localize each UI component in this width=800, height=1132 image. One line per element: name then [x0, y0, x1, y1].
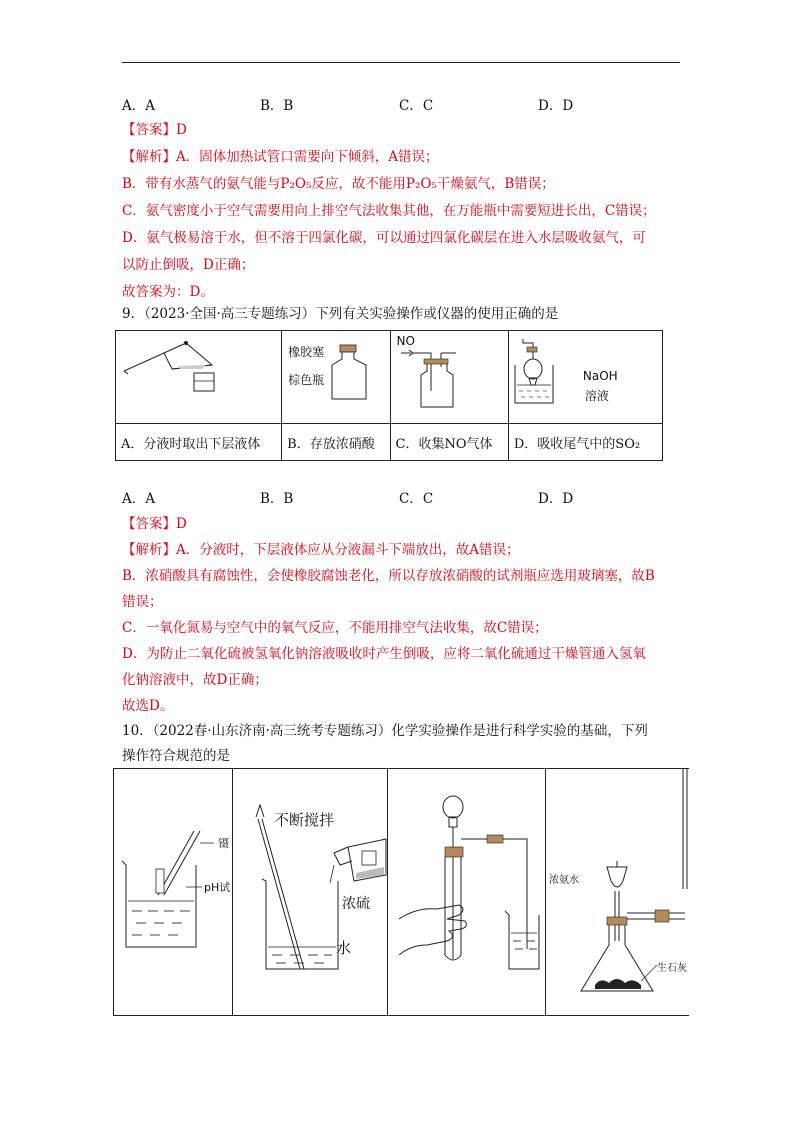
- q9-caption-c: C．收集NO气体: [390, 424, 508, 461]
- q9-figure-d: [508, 331, 662, 424]
- q9-stem: 9．（2023·全国·高三专题练习）下列有关实验操作或仪器的使用正确的是: [122, 306, 559, 322]
- ammonia-label: 浓氨水: [549, 875, 579, 886]
- rubber-stopper-label: 橡胶塞: [288, 345, 325, 359]
- q9-analysis-line: 故选D。: [122, 698, 174, 714]
- acid-dilution-illustration: [232, 769, 387, 1015]
- q9-answer: 【答案】D: [122, 516, 187, 532]
- ph-test-illustration: [114, 769, 232, 1015]
- q9-analysis-line: 【解析】A．分液时，下层液体应从分液漏斗下端放出，故A错误；: [122, 542, 520, 558]
- q10-panel-c: [387, 769, 546, 1015]
- separatory-funnel-illustration: [116, 331, 282, 423]
- solution-label: 溶液: [584, 389, 609, 403]
- naoh-label: NaOH: [582, 369, 618, 383]
- q10-stem-line-1: 10．（2022春·山东济南·高三统考专题练习）化学实验操作是进行科学实验的基础，下列: [122, 723, 648, 739]
- q9-analysis-line: D．为防止二氧化硫被氢氧化钠溶液吸收时产生倒吸，应将二氧化硫通过干燥管通入氢氧: [122, 646, 646, 662]
- q9-option-a: A．A: [122, 491, 155, 507]
- q9-caption-b: B．存放浓硝酸: [282, 424, 390, 461]
- q9-caption-d: D．吸收尾气中的SO₂: [508, 424, 662, 461]
- conc-acid-label: 浓硫: [342, 896, 370, 912]
- q10-panel-a: [114, 769, 233, 1015]
- q10-figure-strip: [113, 768, 689, 1016]
- q9-figure-a: [116, 331, 282, 424]
- q9-analysis-line: B．浓硝酸具有腐蚀性，会使橡胶腐蚀老化，所以存放浓硝酸的试剂瓶应选用玻璃塞，故B: [122, 568, 655, 584]
- gas-absorption-illustration: [509, 331, 663, 423]
- q9-analysis-line: C．一氧化氮易与空气中的氧气反应，不能用排空气法收集，故C错误；: [122, 620, 548, 636]
- q8-answer: 【答案】D: [122, 122, 187, 138]
- q8-analysis-line: B．带有水蒸气的氨气能与P₂O₅反应，故不能用P₂O₅干燥氨气，B错误；: [122, 176, 555, 192]
- q8-option-d: D．D: [538, 98, 574, 114]
- ph-paper-label: pH试: [204, 881, 231, 894]
- q9-figure-c: [390, 331, 508, 424]
- brown-bottle-illustration: [282, 331, 390, 423]
- q8-analysis-line: 【解析】A．固体加热试管口需要向下倾斜，A错误；: [122, 149, 439, 165]
- q8-analysis-line: D．氨气极易溶于水，但不溶于四氯化碳，可以通过四氯化碳层在进入水层吸收氨气，可: [122, 230, 646, 246]
- gas-tightness-check-illustration: [387, 769, 545, 1015]
- q9-figure-b: [282, 331, 390, 424]
- q10-panel-b: [232, 769, 388, 1015]
- q8-analysis-line: C．氨气密度小于空气需要用向上排空气法收集其他，在万能瓶中需要短进长出，C错误；: [122, 203, 656, 219]
- stir-label: 不断搅拌: [274, 811, 335, 829]
- q8-option-c: C．C: [399, 98, 434, 114]
- brown-bottle-label: 棕色瓶: [288, 373, 325, 387]
- q8-option-b: B．B: [260, 98, 294, 114]
- gas-collection-bottle-illustration: [391, 331, 509, 423]
- header-rule: [122, 62, 680, 63]
- q10-panel-d: [545, 769, 689, 1015]
- q9-figure-table: [115, 330, 663, 461]
- q9-analysis-line: 错误；: [122, 594, 163, 610]
- q8-analysis-line: 故答案为：D。: [122, 284, 214, 300]
- ammonia-generation-illustration: [545, 769, 689, 1015]
- q10-stem-line-2: 操作符合规范的是: [122, 748, 230, 764]
- q9-option-b: B．B: [260, 491, 294, 507]
- tweezers-label: 镊: [218, 837, 229, 850]
- water-label: 水: [336, 939, 352, 957]
- q9-caption-a: A．分液时取出下层液体: [116, 424, 282, 461]
- q9-option-d: D．D: [538, 491, 574, 507]
- q8-analysis-line: 以防止倒吸，D正确；: [122, 257, 255, 273]
- q8-option-a: A．A: [122, 98, 155, 114]
- no-gas-label: NO: [396, 334, 415, 348]
- quicklime-label: 生石灰: [657, 963, 687, 974]
- q9-analysis-line: 化钠溶液中，故D正确；: [122, 672, 268, 688]
- q9-option-c: C．C: [399, 491, 434, 507]
